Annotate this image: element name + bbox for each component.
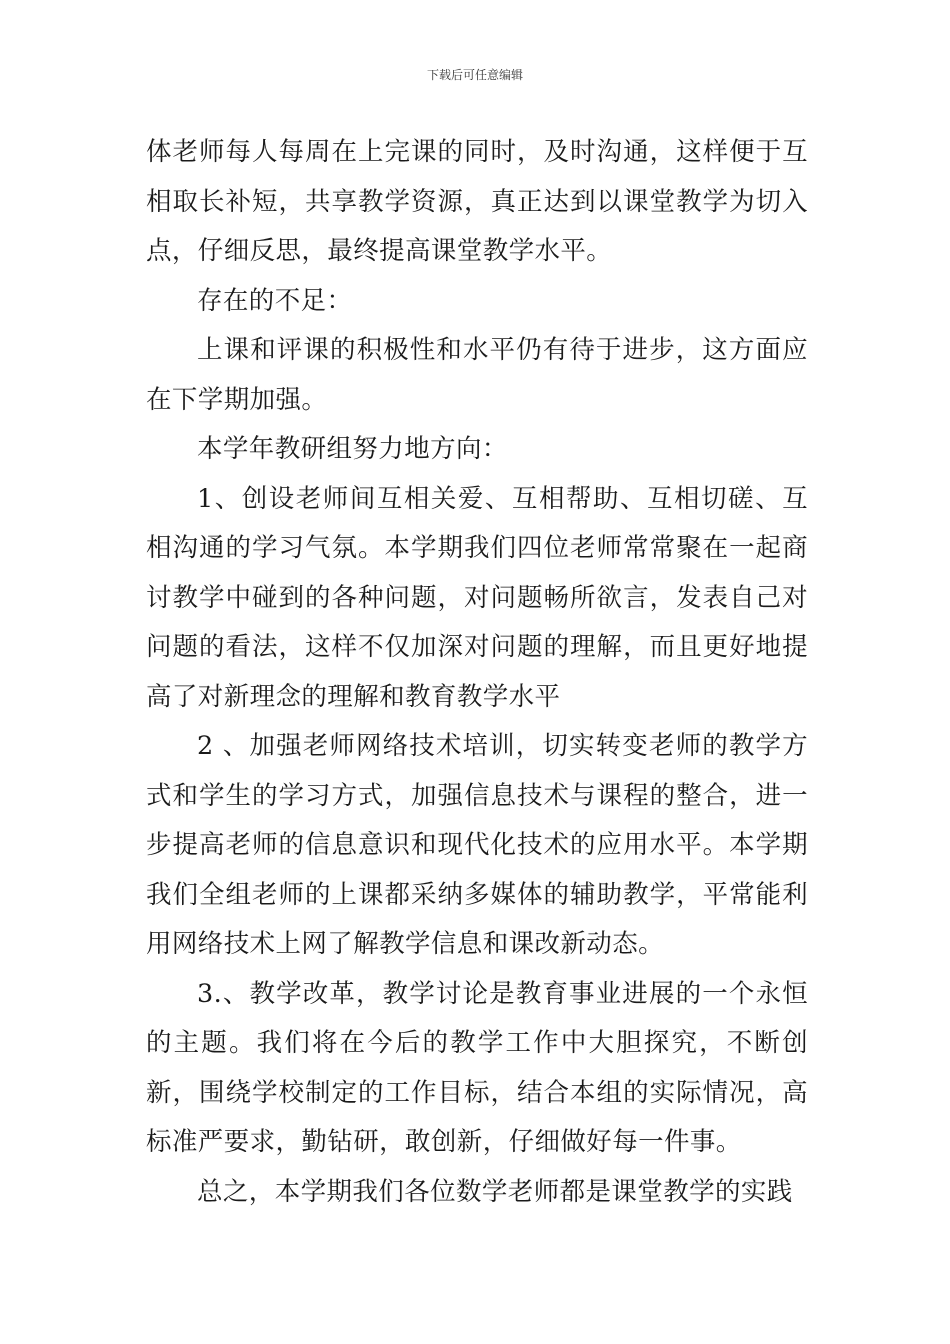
paragraph-item-1: 1、创设老师间互相关爱、互相帮助、互相切磋、互相沟通的学习气氛。本学期我们四位老师常常聚在一起商讨教学中碰到的各种问题，对问题畅所欲言，发表自己对问题的看法，这样不仅加深对问题的理解，而且更好地提高了对新理念的理解和教育教学水平 [146, 483, 808, 712]
paragraph-item-3: 3.、教学改革，教学讨论是教育事业进展的一个永恒的主题。我们将在今后的教学工作中大胆探究，不断创新，围绕学校制定的工作目标，结合本组的实际情况，高标准严要求，勤钻研，敢创新，仔细做好每一件事。 [146, 978, 808, 1157]
paragraph-continued: 体老师每人每周在上完课的同时，及时沟通，这样便于互相取长补短，共享教学资源，真正达到以课堂教学为切入点，仔细反思，最终提高课堂教学水平。 [146, 137, 808, 266]
paragraph-direction-heading: 本学年教研组努力地方向： [197, 434, 508, 464]
paragraph-summary: 总之，本学期我们各位数学老师都是课堂教学的实践 [197, 1176, 793, 1207]
paragraph-shortcomings: 上课和评课的积极性和水平仍有待于进步，这方面应在下学期加强。 [146, 335, 808, 415]
paragraph-item-2: 2 、加强老师网络技术培训，切实转变老师的教学方式和学生的学习方式，加强信息技术与课程的整合，进一步提高老师的信息意识和现代化技术的应用水平。本学期我们全组老师的上课都采纳多媒体的辅助教学，平常能利用网络技术上网了解教学信息和课改新动态。 [146, 731, 808, 959]
document-body [146, 128, 808, 1217]
page-header: 下载后可任意编辑 [426, 68, 523, 82]
paragraph-shortcomings-heading: 存在的不足： [197, 285, 353, 316]
